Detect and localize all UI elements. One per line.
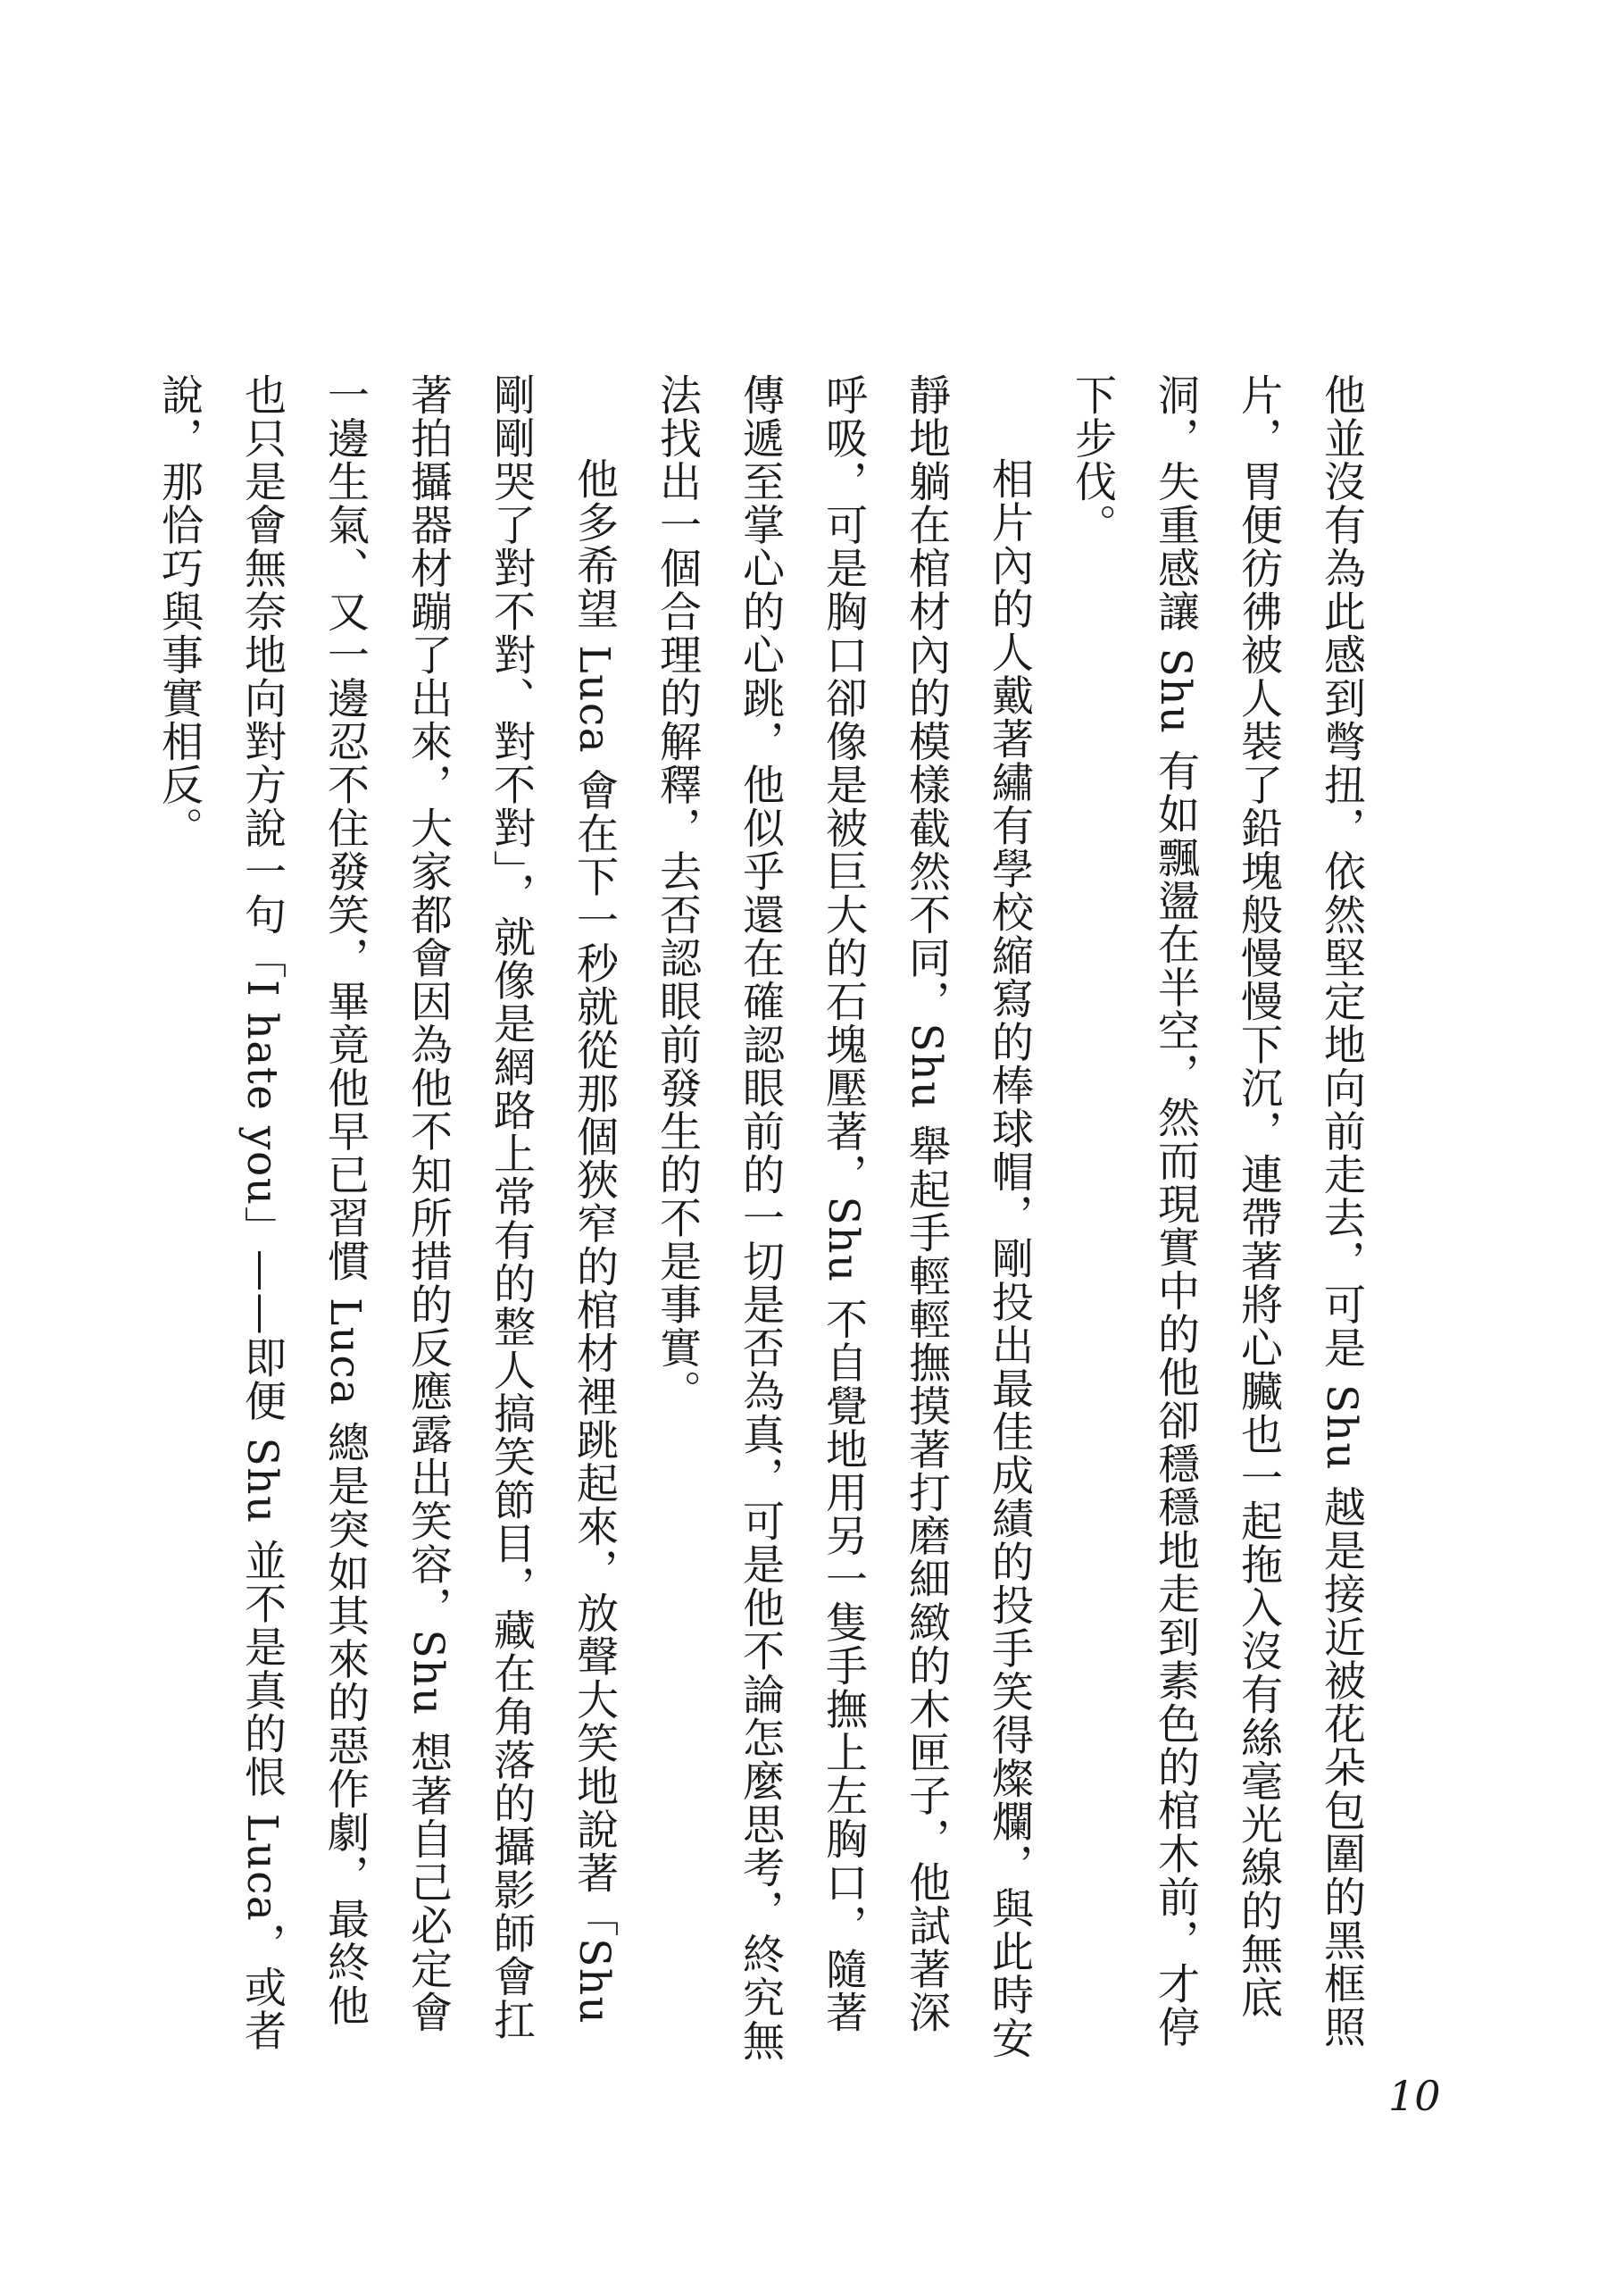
paragraph-2: 相片內的人戴著繡有學校縮寫的棒球帽，剛投出最佳成績的投手笑得燦爛，與此時安靜地躺在棺材內的模樣截然不同，Shu 舉起手輕輕撫摸著打磨細緻的木匣子，他試著深呼吸，可是胸口卻像是被巨大的石塊壓著，Shu 不自覺地用另一隻手撫上左胸口，隨著傳遞至掌心的心跳，他似乎還在確認眼前的一切是否為真，可是他不論怎麼思考，終究無法找出一個合理的解釋，去否認眼前發生的不是事實。 <box>653 373 1034 2063</box>
paragraph-1: 他並沒有為此感到彆扭，依然堅定地向前走去，可是 Shu 越是接近被花朵包圍的黑框照片，胃便彷彿被人裝了鉛塊般慢慢下沉，連帶著將心臟也一起拖入沒有絲毫光線的無底洞，失重感讓 Shu 有如飄盪在半空，然而現實中的他卻穩穩地走到素色的棺木前，才停下步伐。 <box>1068 373 1366 2049</box>
page-number: 10 <box>1388 2072 1441 2120</box>
paragraph-3: 他多希望 Luca 會在下一秒就從那個狹窄的棺材裡跳起來，放聲大笑地說著「Shu 剛剛哭了對不對、對不對」，就像是網路上常有的整人搞笑節目，藏在角落的攝影師會扛著拍攝器材蹦了出來，大家都會因為他不知所措的反應露出笑容，Shu 想著自己必定會一邊生氣、又一邊忍不住發笑，畢竟他早已習慣 Luca 總是突如其來的惡作劇，最終他也只是會無奈地向對方說一句「I hate you」——即便 Shu 並不是真的恨 Luca，或者說，那恰巧與事實相反。 <box>154 373 619 2052</box>
vertical-text-body <box>137 373 1383 2070</box>
